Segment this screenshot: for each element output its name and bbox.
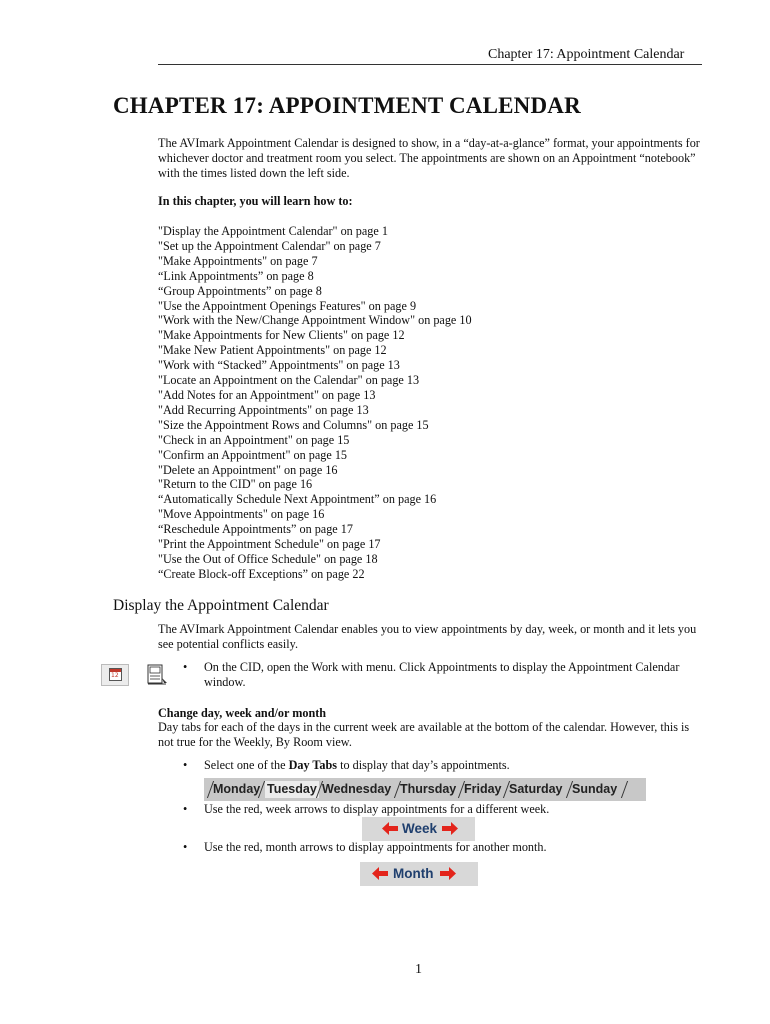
topic-item: "Make New Patient Appointments" on page 12 — [158, 343, 387, 358]
calendar-icon — [101, 664, 129, 686]
bullet-marker: • — [183, 758, 188, 772]
bullet-text-post: to display that day’s appointments. — [337, 758, 510, 772]
bullet-text-bold: Day Tabs — [288, 758, 338, 772]
topic-item: "Confirm an Appointment" on page 15 — [158, 447, 348, 462]
topic-item: “Create Block-off Exceptions” on page 22 — [158, 566, 365, 581]
calendar-icon-number: 12 — [111, 672, 119, 679]
week-next-arrow-icon[interactable] — [442, 822, 458, 835]
topic-item: "Locate an Appointment on the Calendar" on page 13 — [158, 373, 420, 388]
topic-item: "Return to the CID" on page 16 — [158, 477, 313, 492]
chapter-intro: The AVImark Appointment Calendar is designed to show, in a “day-at-a-glance” format, your appointments for whichever doctor and treatment room you select. The appointments are shown on an Appointment “notebook” with the times listed down the left side. — [158, 136, 700, 180]
bullet-marker: • — [183, 840, 188, 854]
bullet-marker: • — [183, 660, 188, 674]
topic-item: "Set up the Appointment Calendar" on page 7 — [158, 238, 381, 253]
subheading-description: Day tabs for each of the days in the current week are available at the bottom of the calendar. However, this is not true for the Weekly, By Room view. — [158, 720, 690, 749]
month-prev-arrow-icon[interactable] — [372, 867, 388, 880]
topic-item: "Work with the New/Change Appointment Window" on page 10 — [158, 313, 472, 328]
topic-item: “Group Appointments” on page 8 — [158, 283, 322, 298]
bullet-text: Use the red, week arrows to display appointments for a different week. — [204, 802, 550, 816]
topic-item: "Use the Out of Office Schedule" on page 18 — [158, 551, 378, 566]
section-intro: The AVImark Appointment Calendar enables you to view appointments by day, week, or month and it lets you see potential conflicts easily. — [158, 622, 697, 651]
tab-sunday[interactable]: Sunday — [572, 782, 618, 796]
topic-item: "Print the Appointment Schedule" on page 17 — [158, 537, 381, 552]
chapter-title: CHAPTER 17: APPOINTMENT CALENDAR — [113, 93, 581, 118]
month-navigator — [360, 862, 478, 886]
appointment-book-icon — [146, 664, 168, 686]
month-next-arrow-icon[interactable] — [440, 867, 456, 880]
learn-heading: In this chapter, you will learn how to: — [158, 194, 353, 208]
topic-item: "Make Appointments" on page 7 — [158, 253, 318, 268]
topic-item: "Add Notes for an Appointment" on page 13 — [158, 387, 376, 402]
month-label: Month — [393, 866, 434, 881]
topic-item: "Use the Appointment Openings Features" on page 9 — [158, 298, 417, 313]
topic-item: "Add Recurring Appointments" on page 13 — [158, 402, 369, 417]
chapter-topics-list — [158, 224, 472, 582]
topic-item: "Display the Appointment Calendar" on page 1 — [158, 224, 388, 238]
arrow-right-shape — [442, 822, 458, 835]
week-navigator — [362, 817, 475, 841]
running-header: Chapter 17: Appointment Calendar — [488, 47, 685, 62]
tab-thursday[interactable]: Thursday — [400, 782, 457, 796]
subheading-change-day: Change day, week and/or month — [158, 706, 327, 720]
bullet-text: Use the red, month arrows to display appointments for another month. — [204, 840, 547, 854]
week-label: Week — [402, 821, 438, 836]
topic-item: "Make Appointments for New Clients" on page 12 — [158, 328, 405, 343]
topic-item: "Check in an Appointment" on page 15 — [158, 432, 350, 447]
tab-saturday[interactable]: Saturday — [509, 782, 563, 796]
bullet-text-pre: Select one of the — [204, 758, 289, 772]
page-number: 1 — [415, 962, 422, 977]
bullet-text: On the CID, open the Work with menu. Click Appointments to display the Appointment Calendar window. — [204, 660, 680, 689]
tab-monday[interactable]: Monday — [213, 782, 261, 796]
tab-tuesday[interactable]: Tuesday — [267, 782, 317, 796]
bullet-text — [204, 758, 684, 773]
topic-item: “Reschedule Appointments” on page 17 — [158, 522, 353, 537]
tab-friday[interactable]: Friday — [464, 782, 502, 796]
topic-item: "Work with “Stacked” Appointments" on page 13 — [158, 358, 400, 373]
topic-item: “Automatically Schedule Next Appointment” on page 16 — [158, 492, 437, 507]
arrow-left-shape — [372, 867, 388, 880]
tab-separator — [621, 781, 628, 798]
section-heading: Display the Appointment Calendar — [113, 597, 329, 614]
topic-item: “Link Appointments” on page 8 — [158, 268, 314, 283]
header-rule — [158, 64, 702, 65]
day-tabs-strip — [204, 778, 646, 801]
bullet-marker: • — [183, 802, 188, 816]
arrow-right-shape — [440, 867, 456, 880]
tab-wednesday[interactable]: Wednesday — [322, 782, 392, 796]
topic-item: "Delete an Appointment" on page 16 — [158, 462, 338, 477]
topic-item: "Size the Appointment Rows and Columns" on page 15 — [158, 417, 429, 432]
topic-item: "Move Appointments" on page 16 — [158, 507, 325, 522]
arrow-left-shape — [382, 822, 398, 835]
week-prev-arrow-icon[interactable] — [382, 822, 398, 835]
